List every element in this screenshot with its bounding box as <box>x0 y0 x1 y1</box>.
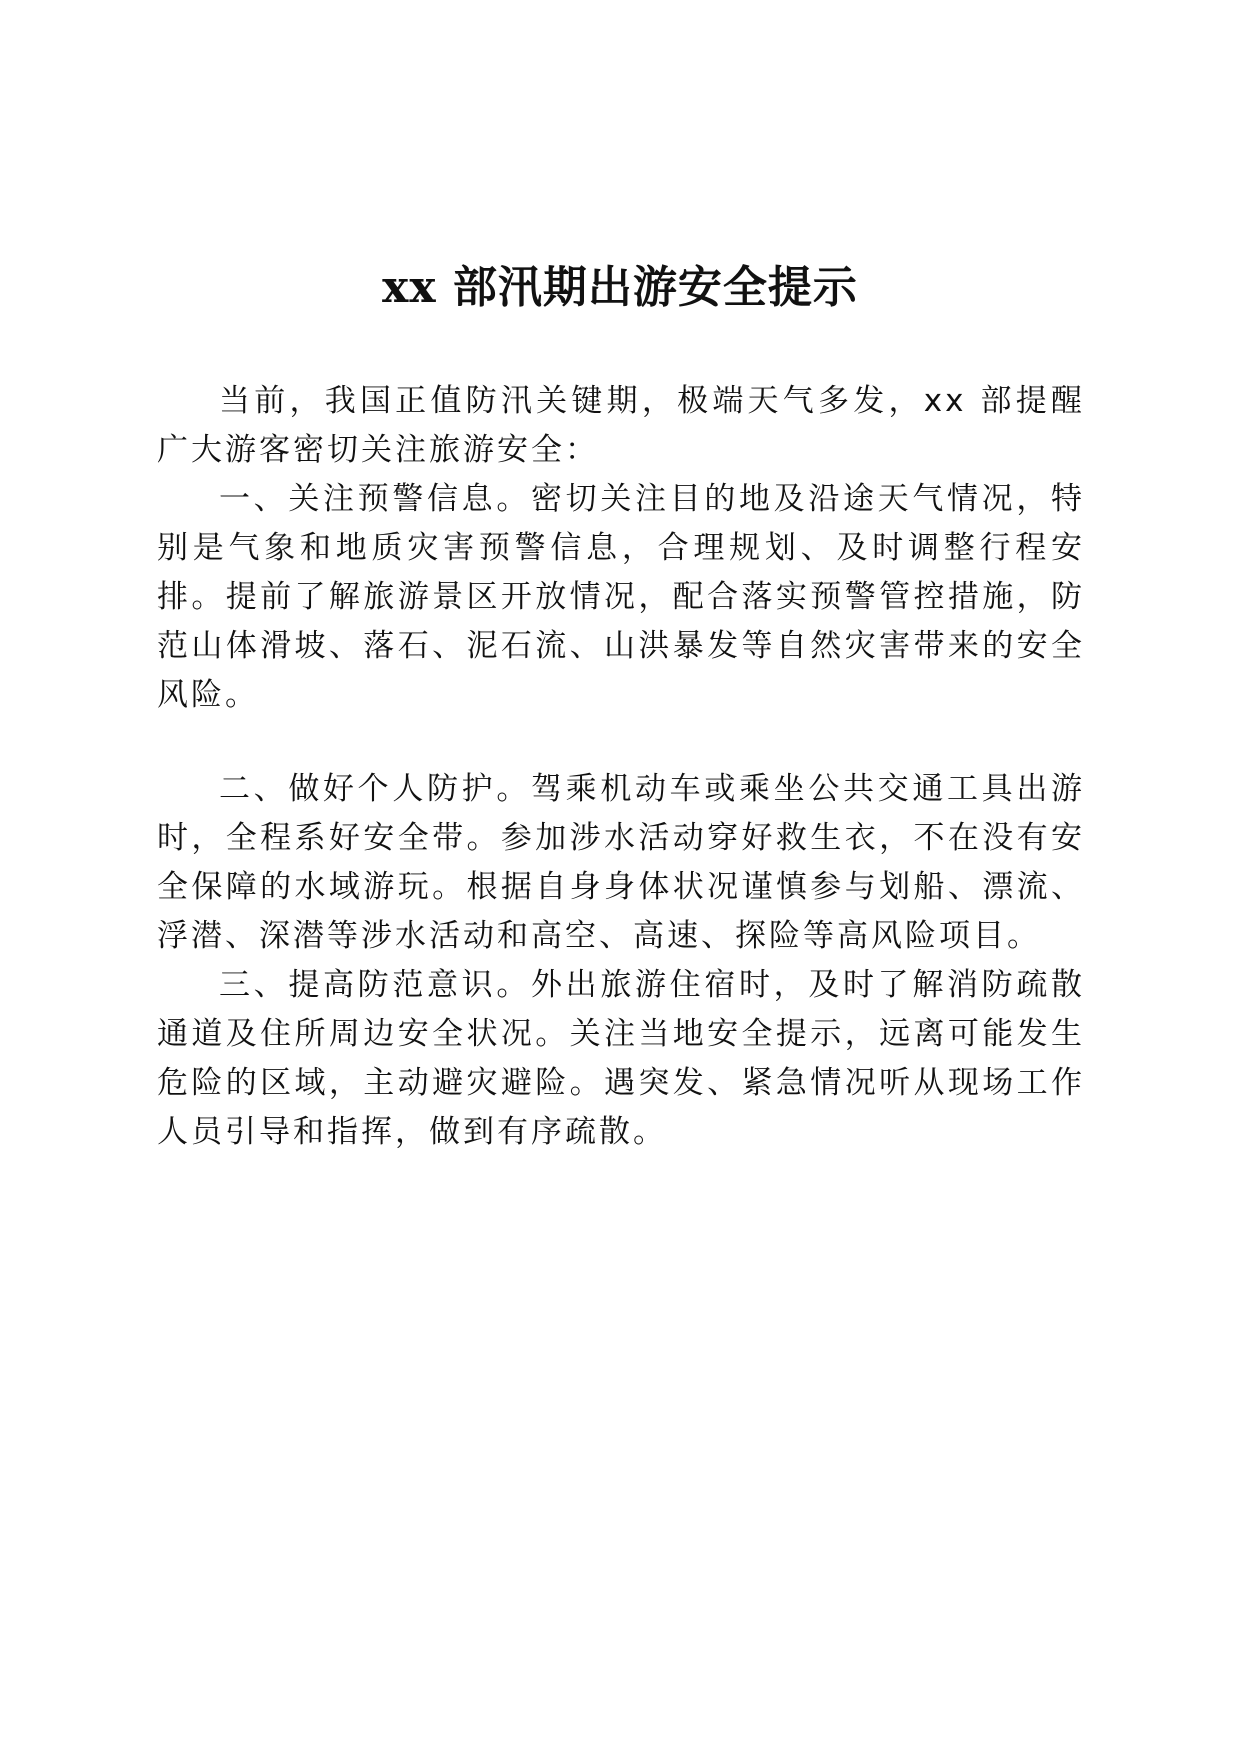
intro-paragraph: 当前，我国正值防汛关键期，极端天气多发，xx 部提醒广大游客密切关注旅游安全： <box>157 383 1085 468</box>
section-2-personal-protection: 二、做好个人防护。驾乘机动车或乘坐公共交通工具出游时，全程系好安全带。参加涉水活动穿好救生衣，不在没有安全保障的水域游玩。根据自身身体状况谨慎参与划船、漂流、浮潜、深潜等涉水活动和高空、高速、探险等高风险项目。 <box>157 771 1085 954</box>
section-3-awareness: 三、提高防范意识。外出旅游住宿时，及时了解消防疏散通道及住所周边安全状况。关注当地安全提示，远离可能发生危险的区域，主动避灾避险。遇突发、紧急情况听从现场工作人员引导和指挥，做到有序疏散。 <box>157 967 1085 1150</box>
document-title: xx 部汛期出游安全提示 <box>382 262 858 313</box>
section-1-warning-info: 一、关注预警信息。密切关注目的地及沿途天气情况，特别是气象和地质灾害预警信息，合理规划、及时调整行程安排。提前了解旅游景区开放情况，配合落实预警管控措施，防范山体滑坡、落石、泥石流、山洪暴发等自然灾害带来的安全风险。 <box>157 481 1085 713</box>
document-body <box>157 377 1085 1157</box>
